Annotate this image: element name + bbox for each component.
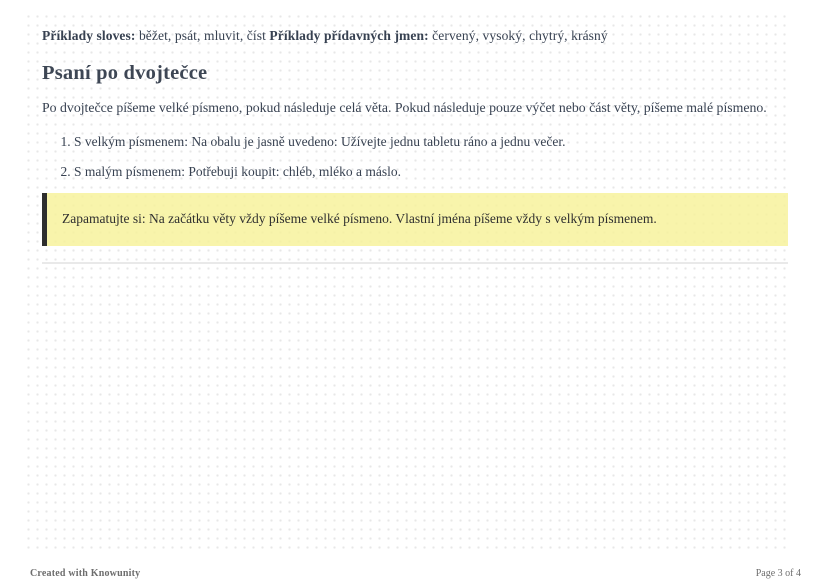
section-title: Psaní po dvojtečce (42, 62, 208, 85)
worksheet-sheet (22, 10, 790, 554)
rule-list (42, 133, 788, 181)
section-intro: Po dvojtečce píšeme velké písmeno, pokud následuje celá věta. Pokud následuje pouze výčet nebo část věty, píšeme malé písmeno. (42, 100, 767, 116)
list-item: 2. S malým písmenem: Potřebuji koupit: chléb, mléko a máslo. (74, 163, 788, 181)
examples-verbs-label: Příklady sloves: (42, 28, 136, 43)
examples-verbs-list: běžet, psát, mluvit, číst (135, 28, 270, 43)
footer-created-with: Created with Knowunity (30, 568, 141, 579)
list-item: 1. S velkým písmenem: Na obalu je jasně uvedeno: Užívejte jednu tabletu ráno a jednu večer. (74, 133, 788, 151)
footer-page-number: Page 3 of 4 (755, 568, 801, 579)
examples-adjectives-list: červený, vysoký, chytrý, krásný (428, 28, 608, 43)
examples-adjectives-label: Příklady přídavných jmen: (269, 28, 429, 43)
sheet-content (22, 10, 790, 264)
examples-line (42, 27, 788, 45)
remember-callout (42, 193, 788, 245)
section-divider (42, 262, 788, 264)
remember-callout-text: Zapamatujte si: Na začátku věty vždy píšeme velké písmeno. Vlastní jména píšeme vždy s velkým písmenem. (62, 211, 657, 227)
